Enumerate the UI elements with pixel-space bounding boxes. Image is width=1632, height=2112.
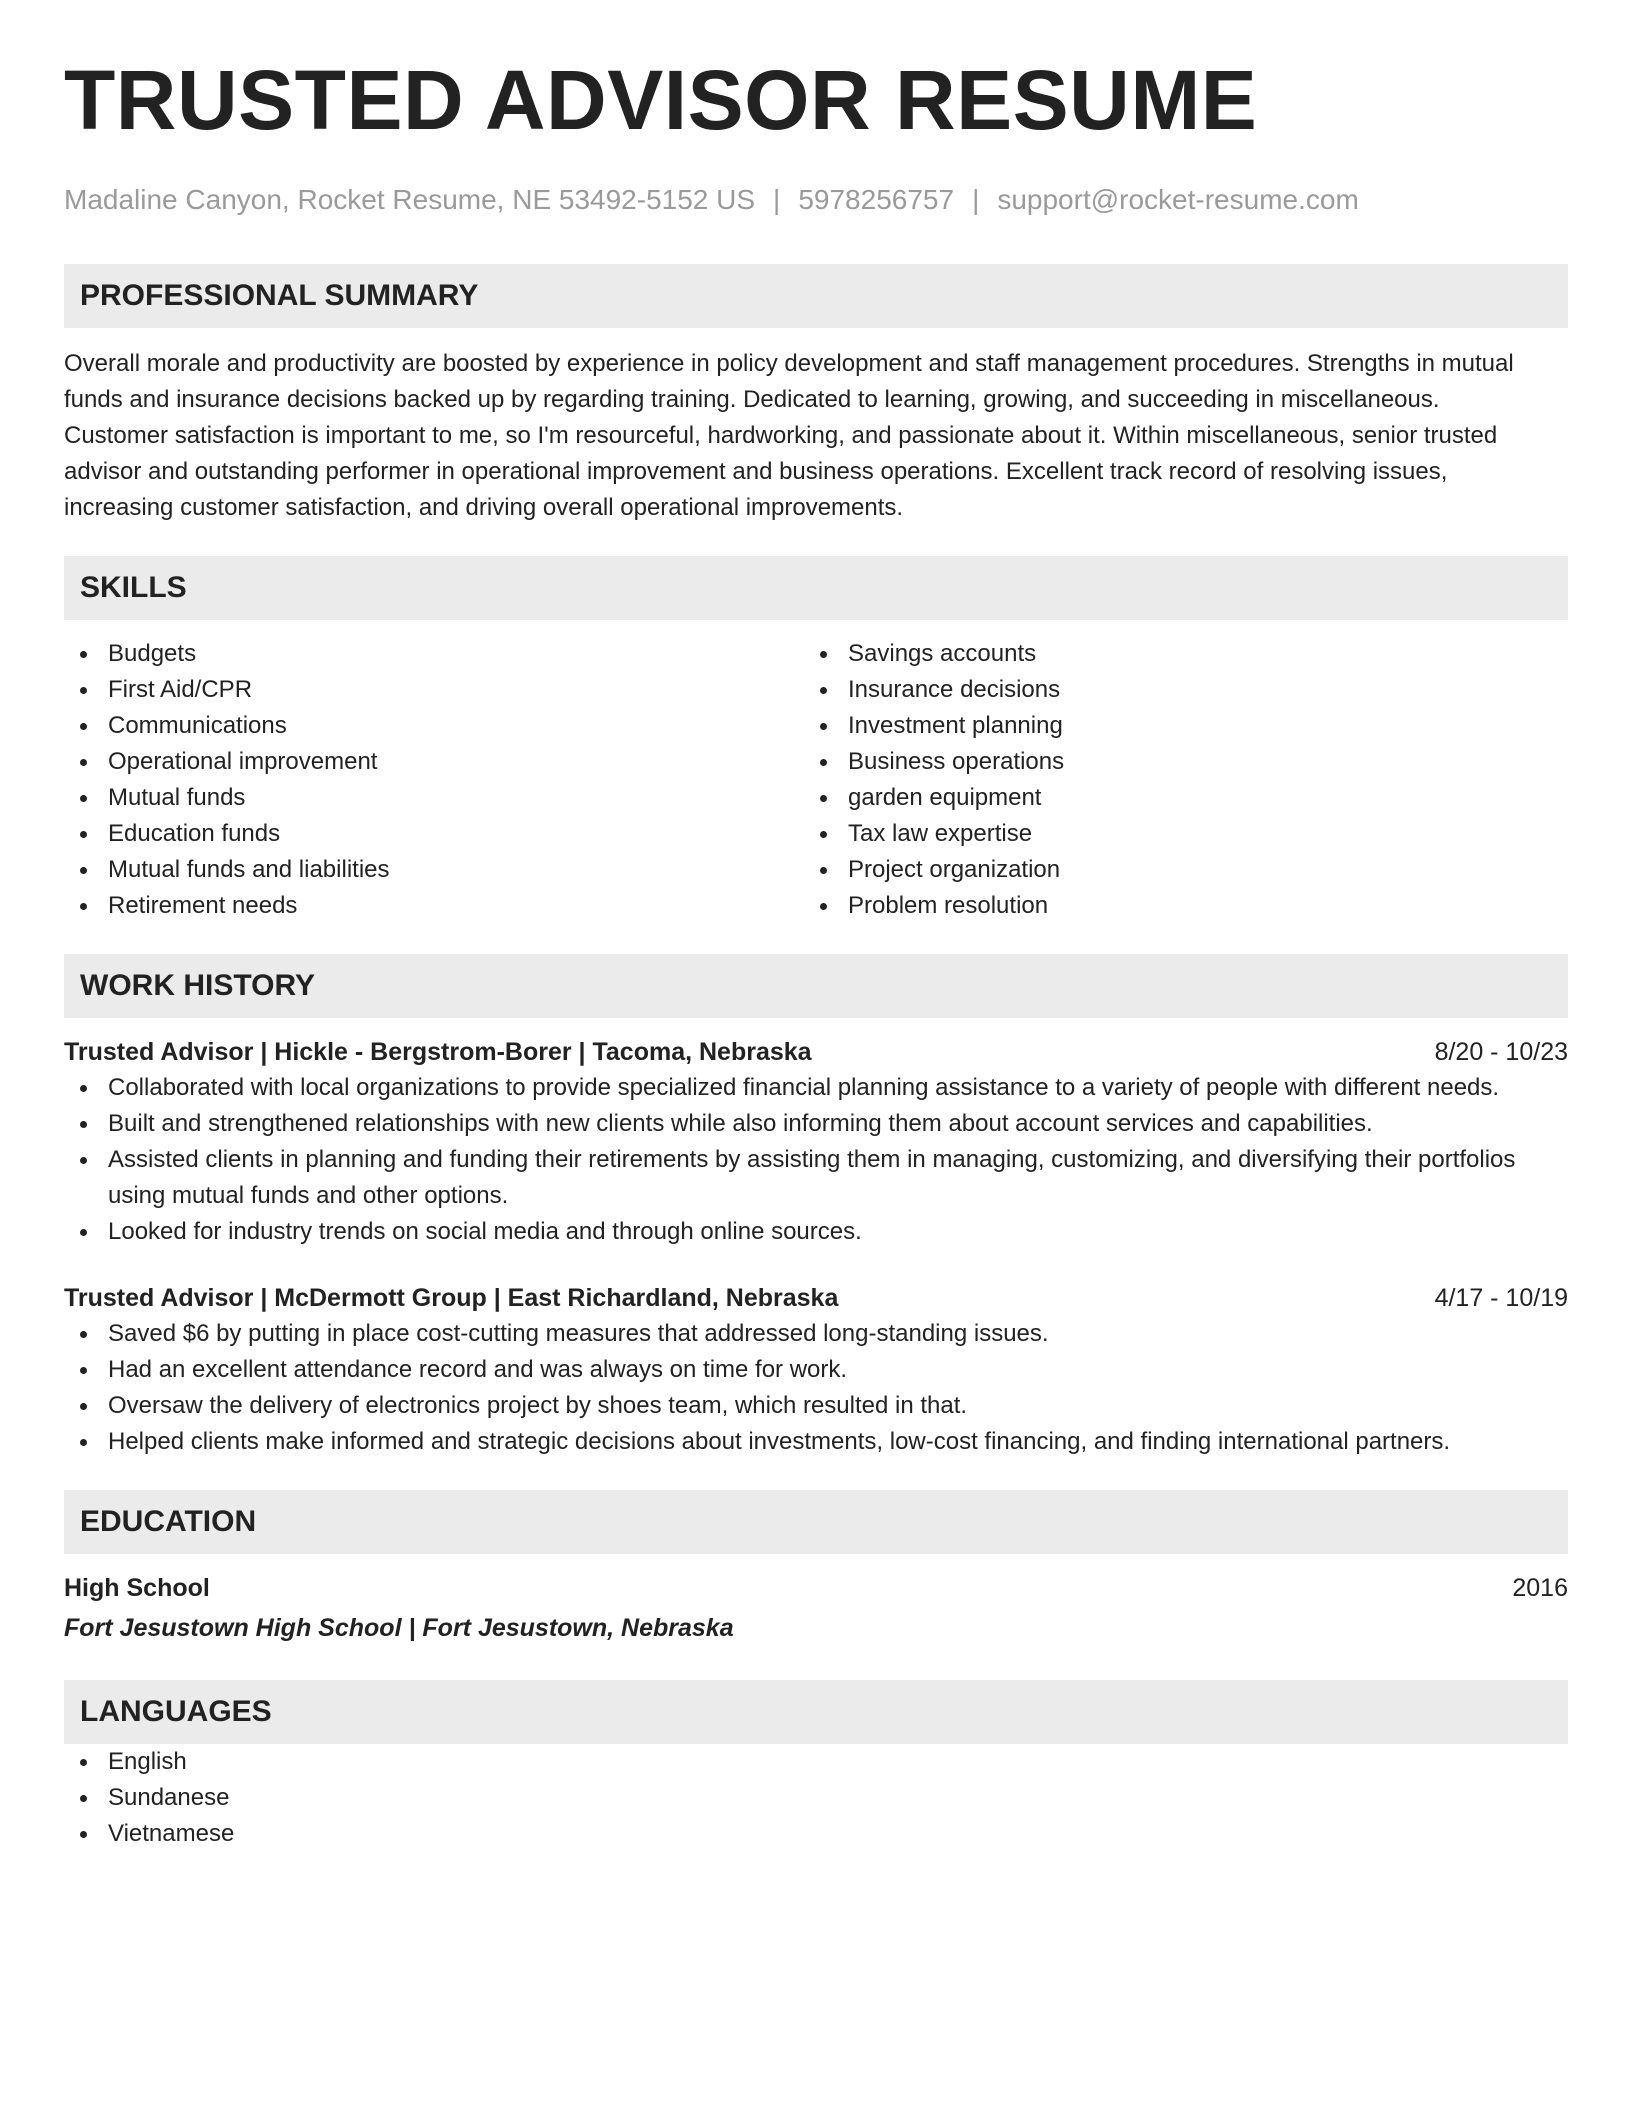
skill-item: Investment planning (804, 708, 1544, 744)
skill-item: Business operations (804, 744, 1544, 780)
job-bullet: Oversaw the delivery of electronics project by shoes team, which resulted in that. (64, 1388, 1568, 1424)
summary-line: Overall morale and productivity are boosted by experience in policy development and staff management procedures. Strengths in mutual (64, 350, 1514, 377)
job-bullets (64, 1070, 1568, 1250)
section-header-work-history: WORK HISTORY (64, 954, 1568, 1018)
skill-item: Education funds (64, 816, 804, 852)
job-bullet: Collaborated with local organizations to provide specialized financial planning assistance to a variety of people with different needs. (64, 1070, 1568, 1106)
contact-line (64, 186, 1568, 214)
skills-column-left (64, 636, 804, 924)
job-dates: 8/20 - 10/23 (1434, 1038, 1568, 1066)
contact-email: support@rocket-resume.com (997, 184, 1359, 215)
language-item: Vietnamese (64, 1816, 1568, 1852)
job-entry (64, 1280, 1568, 1460)
summary-line: advisor and outstanding performer in operational improvement and business operations. Excellent track record of resolving issues, (64, 458, 1448, 485)
job-title: Trusted Advisor | Hickle - Bergstrom-Borer | Tacoma, Nebraska (64, 1038, 812, 1066)
job-header (64, 1280, 1568, 1316)
job-bullet: Built and strengthened relationships with new clients while also informing them about account services and capabilities. (64, 1106, 1568, 1142)
skill-item: Project organization (804, 852, 1544, 888)
language-item: English (64, 1744, 1568, 1780)
skill-item: Communications (64, 708, 804, 744)
language-item: Sundanese (64, 1780, 1568, 1816)
section-header-skills: SKILLS (64, 556, 1568, 620)
skill-item: Retirement needs (64, 888, 804, 924)
contact-separator: | (773, 184, 781, 215)
job-bullet: Helped clients make informed and strategic decisions about investments, low-cost financing, and finding international partners. (64, 1424, 1568, 1460)
job-title: Trusted Advisor | McDermott Group | East Richardland, Nebraska (64, 1284, 839, 1312)
summary-text (64, 346, 1568, 526)
skill-item: Insurance decisions (804, 672, 1544, 708)
summary-line: Customer satisfaction is important to me, so I'm resourceful, hardworking, and passionate about it. Within miscellaneous, senior trusted (64, 422, 1498, 449)
education-year: 2016 (1512, 1574, 1568, 1602)
section-header-summary: PROFESSIONAL SUMMARY (64, 264, 1568, 328)
skill-item: Operational improvement (64, 744, 804, 780)
job-bullet: Saved $6 by putting in place cost-cutting measures that addressed long-standing issues. (64, 1316, 1568, 1352)
job-dates: 4/17 - 10/19 (1434, 1284, 1568, 1312)
skills-column-right (804, 636, 1544, 924)
section-header-languages: LANGUAGES (64, 1680, 1568, 1744)
skills-list (64, 636, 1568, 924)
contact-separator: | (972, 184, 980, 215)
skill-item: Mutual funds and liabilities (64, 852, 804, 888)
skill-item: garden equipment (804, 780, 1544, 816)
skill-item: Problem resolution (804, 888, 1544, 924)
job-bullet: Looked for industry trends on social media and through online sources. (64, 1214, 1568, 1250)
skill-item: Tax law expertise (804, 816, 1544, 852)
job-entry (64, 1034, 1568, 1250)
job-bullets (64, 1316, 1568, 1460)
summary-line: increasing customer satisfaction, and driving overall operational improvements. (64, 494, 904, 521)
job-bullet: Had an excellent attendance record and was always on time for work. (64, 1352, 1568, 1388)
education-school: Fort Jesustown High School | Fort Jesustown, Nebraska (64, 1614, 734, 1642)
contact-phone: 5978256757 (798, 184, 955, 215)
job-bullet: Assisted clients in planning and funding their retirements by assisting them in managing, customizing, and diversifying their portfolios using mutual funds and other options. (64, 1142, 1568, 1214)
skill-item: Budgets (64, 636, 804, 672)
skill-item: Savings accounts (804, 636, 1544, 672)
education-degree: High School (64, 1574, 210, 1602)
skill-item: Mutual funds (64, 780, 804, 816)
education-header (64, 1570, 1568, 1606)
resume-title: TRUSTED ADVISOR RESUME (64, 53, 1258, 147)
skill-item: First Aid/CPR (64, 672, 804, 708)
job-header (64, 1034, 1568, 1070)
summary-line: funds and insurance decisions backed up by regarding training. Dedicated to learning, growing, and succeeding in miscellaneous. (64, 386, 1440, 413)
contact-address: Madaline Canyon, Rocket Resume, NE 53492-5152 US (64, 184, 756, 215)
section-header-education: EDUCATION (64, 1490, 1568, 1554)
languages-list (64, 1744, 1568, 1852)
